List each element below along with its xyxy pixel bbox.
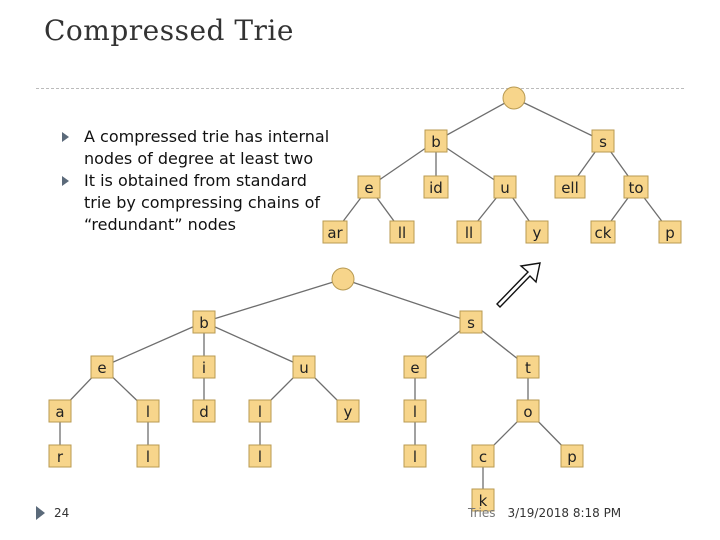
footer-bullet-icon	[36, 506, 45, 520]
trie-node-label: id	[429, 179, 443, 197]
page-number: 24	[54, 506, 70, 520]
trie-edge	[204, 279, 343, 322]
trie-node-label: y	[343, 403, 353, 421]
trie-node	[517, 356, 539, 378]
trie-edge	[204, 322, 304, 367]
trie-node-label: s	[599, 133, 607, 151]
trie-node	[494, 176, 516, 198]
trie-node	[137, 445, 159, 467]
trie-node	[404, 445, 426, 467]
trie-node	[460, 311, 482, 333]
trie-node-label: s	[467, 314, 475, 332]
trie-node	[337, 400, 359, 422]
trie-edge	[102, 322, 204, 367]
trie-node	[424, 176, 448, 198]
trie-node	[358, 176, 380, 198]
trie-node-label: ll	[464, 224, 474, 242]
trie-node	[526, 221, 548, 243]
footer-info	[468, 506, 621, 520]
trie-node	[404, 356, 426, 378]
arrow-icon	[497, 263, 540, 307]
slide-title: Compressed Trie	[44, 14, 294, 47]
trie-edge	[514, 98, 603, 141]
trie-node	[555, 176, 585, 198]
trie-node	[472, 445, 494, 467]
trie-node	[49, 445, 71, 467]
trie-node-label: a	[55, 403, 65, 421]
trie-node	[193, 311, 215, 333]
footer-topic: Tries	[468, 506, 496, 520]
compressed-trie-diagram	[323, 87, 681, 243]
trie-node-label: l	[257, 403, 263, 421]
trie-node-label: u	[299, 359, 309, 377]
trie-node-label: k	[478, 492, 488, 510]
trie-node	[659, 221, 681, 243]
trie-node-label: e	[97, 359, 107, 377]
trie-node-label: ck	[594, 224, 612, 242]
trie-node-label: l	[412, 403, 418, 421]
trie-node-label: u	[500, 179, 510, 197]
trie-edge	[343, 279, 471, 322]
trie-node-label: e	[410, 359, 420, 377]
bullet-text: It is obtained from standard trie by compressing chains of “redundant” nodes	[84, 171, 321, 234]
trie-node-label: ar	[327, 224, 343, 242]
trie-root-node	[503, 87, 525, 109]
bullet-text: A compressed trie has internal nodes of degree at least two	[84, 127, 330, 168]
trie-node-label: p	[567, 448, 577, 466]
trie-node	[193, 400, 215, 422]
trie-node-label: b	[199, 314, 209, 332]
trie-node-label: y	[532, 224, 542, 242]
trie-node	[624, 176, 648, 198]
trie-node-label: p	[665, 224, 675, 242]
trie-node-label: t	[525, 359, 531, 377]
trie-node-label: o	[523, 403, 533, 421]
trie-node	[457, 221, 481, 243]
trie-node-label: e	[364, 179, 374, 197]
trie-node-label: c	[478, 448, 488, 466]
trie-node	[249, 445, 271, 467]
trie-root-node	[332, 268, 354, 290]
trie-node-label: d	[199, 403, 209, 421]
trie-node	[592, 130, 614, 152]
trie-node	[517, 400, 539, 422]
trie-node-label: ell	[561, 179, 579, 197]
trie-node-label: to	[628, 179, 644, 197]
trie-node	[249, 400, 271, 422]
trie-node	[91, 356, 113, 378]
trie-node	[323, 221, 347, 243]
footer-datetime: 3/19/2018 8:18 PM	[507, 506, 622, 520]
trie-node-label: i	[201, 359, 207, 377]
trie-node-label: l	[145, 403, 151, 421]
trie-node	[193, 356, 215, 378]
trie-node	[561, 445, 583, 467]
trie-node	[591, 221, 615, 243]
trie-node-label: l	[257, 448, 263, 466]
trie-node-label: r	[56, 448, 64, 466]
trie-node	[404, 400, 426, 422]
trie-node	[293, 356, 315, 378]
trie-node-label: l	[145, 448, 151, 466]
trie-node-label: l	[412, 448, 418, 466]
trie-node	[49, 400, 71, 422]
trie-node	[390, 221, 414, 243]
trie-node	[425, 130, 447, 152]
trie-node-label: b	[431, 133, 441, 151]
trie-node	[137, 400, 159, 422]
trie-node-label: ll	[397, 224, 407, 242]
trie-edge	[436, 98, 514, 141]
